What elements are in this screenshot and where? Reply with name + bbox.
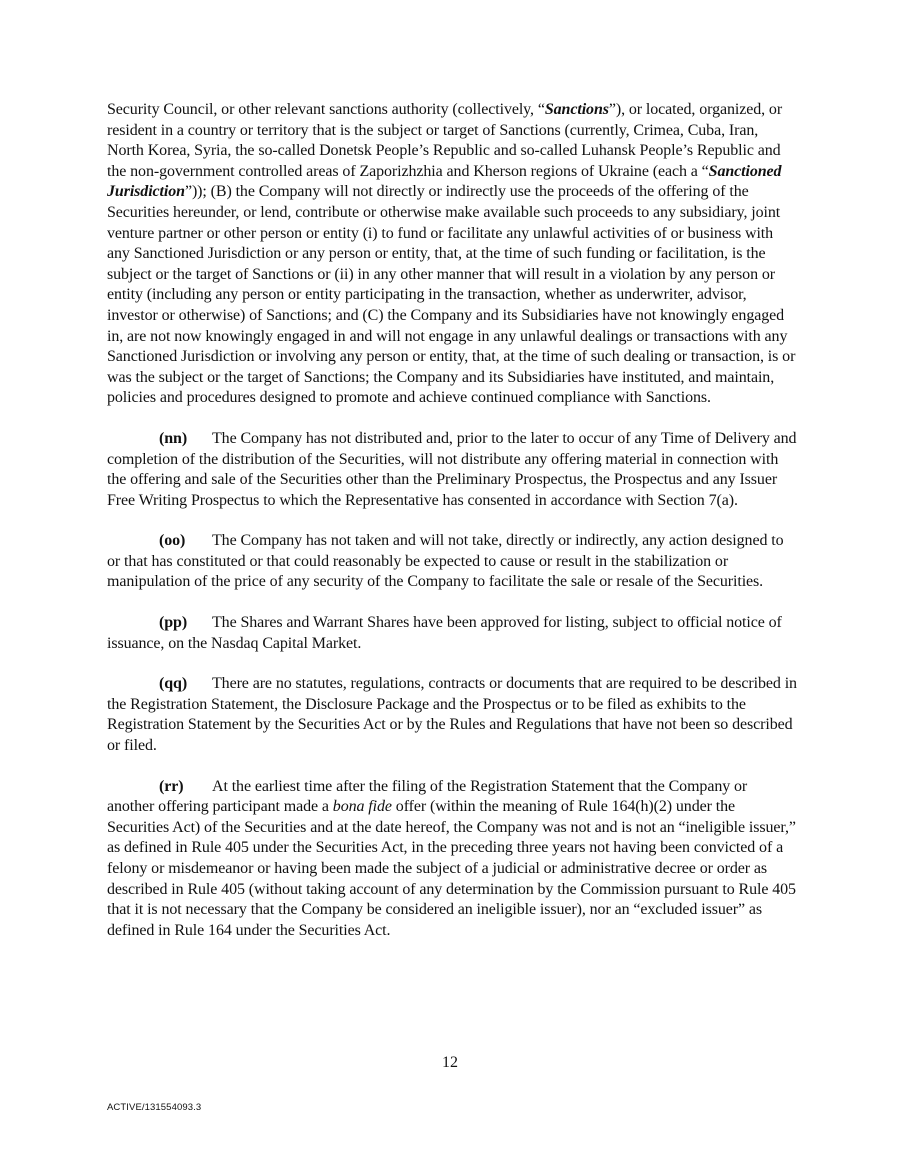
sanctions-paragraph xyxy=(107,100,797,409)
sanctions-text-1: Security Council, or other relevant sanctions authority (collectively, “ xyxy=(107,101,545,118)
clause-oo-text: The Company has not taken and will not take, directly or indirectly, any action designed to or that has constituted or that could reasonably be expected to cause or result in the stabilization or manipulation of the price of any security of the Company to facilitate the sale or resale of the Securities. xyxy=(107,532,784,591)
clause-pp-text: The Shares and Warrant Shares have been approved for listing, subject to official notice of issuance, on the Nasdaq Capital Market. xyxy=(107,614,782,652)
document-id-footer: ACTIVE/131554093.3 xyxy=(107,1102,202,1113)
clause-rr-label: (rr) xyxy=(159,777,184,795)
clause-qq-label: (qq) xyxy=(159,675,188,693)
sanctions-text-3: ”)); (B) the Company will not directly or indirectly use the proceeds of the offering of the Securities hereunder, or lend, contribute or otherwise make available such proceeds to any subsidiary, joint venture partner or other person or entity (i) to fund or facilitate any unlawful activities of or business with any Sanctioned Jurisdiction or any person or entity, that, at the time of such funding or facilitation, is the subject or the target of Sanctions or (ii) in any other manner that will result in a violation by any person or entity (including any person or entity participating in the transaction, whether as underwriter, advisor, investor or otherwise) of Sanctions; and (C) the Company and its Subsidiaries have not knowingly engaged in, are not now knowingly engaged in and will not engage in any unlawful dealings or transactions with any Sanctioned Jurisdiction or involving any person or entity, that, at the time of such dealing or transaction, is or was the subject or the target of Sanctions; the Company and its Subsidiaries have instituted, and maintain, policies and procedures designed to promote and achieve continued compliance with Sanctions. xyxy=(107,183,796,407)
clause-rr-bona-fide: bona fide xyxy=(332,798,392,816)
defined-term-sanctions: Sanctions xyxy=(544,101,609,118)
clause-nn-text: The Company has not distributed and, prior to the later to occur of any Time of Delivery and completion of the distribution of the Securities, will not distribute any offering material in connection with the offering and sale of the Securities other than the Preliminary Prospectus, the Prospectus and any Issuer Free Writing Prospectus to which the Representative has consented in accordance with Section 7(a). xyxy=(107,429,797,509)
clause-rr-text-1: At the earliest time after the filing of the Registration Statement that the Company or another offering participant made a xyxy=(107,777,748,816)
clause-pp-label: (pp) xyxy=(159,614,188,632)
clause-nn xyxy=(107,429,797,511)
page-number: 12 xyxy=(442,1054,458,1071)
clause-oo xyxy=(107,531,797,593)
clause-qq-text: There are no statutes, regulations, contracts or documents that are required to be described in the Registration Statement, the Disclosure Package and the Prospectus or to be filed as exhibits to the Registration Statement by the Securities Act or by the Rules and Regulations that have not been so described or filed. xyxy=(107,675,797,755)
defined-term-sanctioned-jurisdiction: Sanctioned Jurisdiction xyxy=(107,162,782,201)
document-body xyxy=(107,100,797,961)
clause-qq xyxy=(107,674,797,756)
clause-oo-label: (oo) xyxy=(159,532,186,550)
clause-rr xyxy=(107,777,797,942)
sanctions-text-2: ”), or located, organized, or resident in a country or territory that is the subject or target of Sanctions (currently, Crimea, Cuba, Iran, North Korea, Syria, the so-called Donetsk People’s Republic and so-called Luhansk People’s Republic and the non-government controlled areas of Zaporizhzhia and Kherson regions of Ukraine (each a “ xyxy=(107,101,783,180)
clause-nn-label: (nn) xyxy=(159,429,188,447)
clause-pp xyxy=(107,613,797,654)
clause-rr-text-2: offer (within the meaning of Rule 164(h)(2) under the Securities Act) of the Securities and at the date hereof, the Company was not and is not an “ineligible issuer,” as defined in Rule 405 under the Securities Act, in the preceding three years not having been convicted of a felony or misdemeanor or having been made the subject of a judicial or administrative decree or order as described in Rule 405 (without taking account of any determination by the Commission pursuant to Rule 405 that it is not necessary that the Company be considered an ineligible issuer), nor an “excluded issuer” as defined in Rule 164 under the Securities Act. xyxy=(107,798,796,939)
